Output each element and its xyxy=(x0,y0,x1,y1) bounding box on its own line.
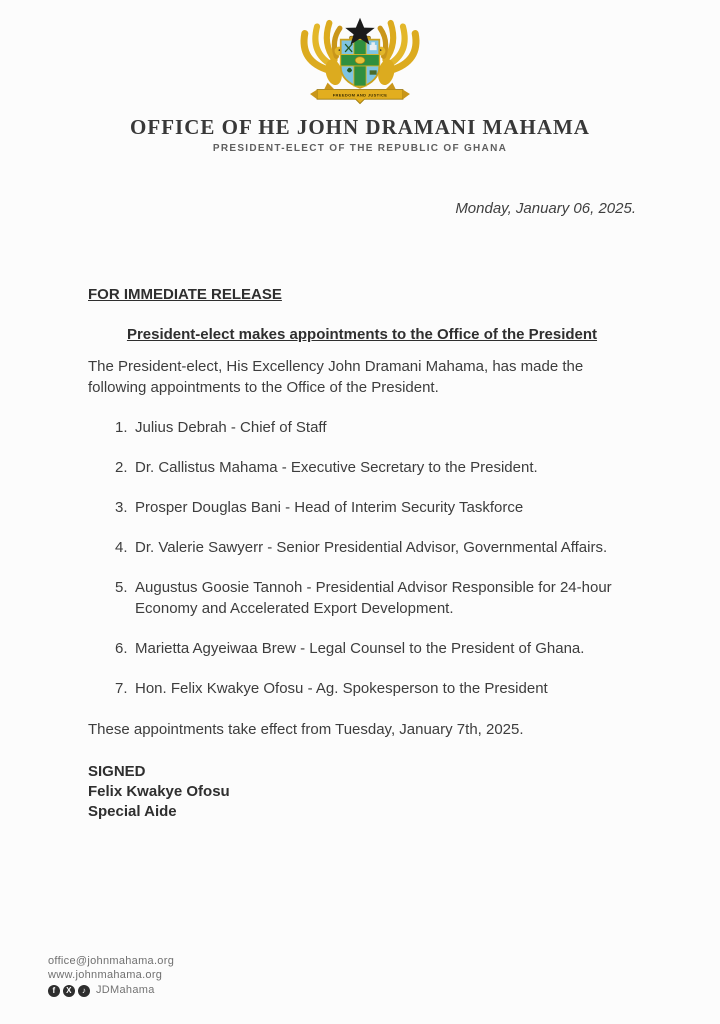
date-line: Monday, January 06, 2025. xyxy=(455,200,636,217)
document-body xyxy=(88,286,636,821)
appointment-number: 7. xyxy=(115,680,128,697)
appointment-number: 5. xyxy=(115,579,128,596)
appointment-number: 2. xyxy=(115,459,128,476)
appointment-number: 1. xyxy=(115,419,128,436)
intro-paragraph: The President-elect, His Excellency John Dramani Mahama, has made the following appointments to the Office of the President. xyxy=(88,358,584,396)
social-row xyxy=(48,984,174,998)
footer-website: www.johnmahama.org xyxy=(48,968,163,981)
signed-name: Felix Kwakye Ofosu xyxy=(88,782,230,800)
ghana-coat-of-arms-icon xyxy=(294,16,426,108)
footer-email: office@johnmahama.org xyxy=(48,954,175,967)
document-footer xyxy=(48,955,174,998)
signed-label: SIGNED xyxy=(88,763,146,780)
x-icon: X xyxy=(63,985,75,997)
social-handle: JDMahama xyxy=(96,984,155,997)
office-title: OFFICE OF HE JOHN DRAMANI MAHAMA xyxy=(130,115,590,139)
appointment-item xyxy=(115,678,636,699)
headline: President-elect makes appointments to the Office of the President xyxy=(126,326,598,343)
appointment-text: Dr. Valerie Sawyerr - Senior Presidential Advisor, Governmental Affairs. xyxy=(135,539,608,556)
signed-title: Special Aide xyxy=(88,802,177,820)
office-subtitle: PRESIDENT-ELECT OF THE REPUBLIC OF GHANA xyxy=(212,143,508,154)
appointment-item xyxy=(115,457,636,478)
appointment-number: 4. xyxy=(115,539,128,556)
appointment-text: Julius Debrah - Chief of Staff xyxy=(135,419,327,436)
appointment-text: Dr. Callistus Mahama - Executive Secretary to the President. xyxy=(135,459,538,476)
facebook-icon: f xyxy=(48,985,60,997)
signature-block xyxy=(88,762,636,821)
appointment-text: Augustus Goosie Tannoh - Presidential Advisor Responsible for 24-hour Economy and Accelerated Export Development. xyxy=(135,579,612,617)
document-header xyxy=(0,0,720,154)
appointment-item xyxy=(115,497,636,518)
emblem-motto: FREEDOM AND JUSTICE xyxy=(332,92,388,98)
tiktok-icon: ♪ xyxy=(78,985,90,997)
release-label: FOR IMMEDIATE RELEASE xyxy=(88,286,282,303)
appointment-item xyxy=(115,577,636,619)
appointment-item xyxy=(115,638,636,659)
appointment-text: Hon. Felix Kwakye Ofosu - Ag. Spokesperson to the President xyxy=(135,680,548,697)
appointment-text: Marietta Agyeiwaa Brew - Legal Counsel to the President of Ghana. xyxy=(135,640,585,657)
effective-date-line: These appointments take effect from Tuesday, January 7th, 2025. xyxy=(88,721,524,738)
appointment-item xyxy=(115,417,636,438)
appointment-item xyxy=(115,537,636,558)
appointment-number: 6. xyxy=(115,640,128,657)
appointment-text: Prosper Douglas Bani - Head of Interim Security Taskforce xyxy=(135,499,524,516)
appointments-list xyxy=(88,417,636,699)
appointment-number: 3. xyxy=(115,499,128,516)
